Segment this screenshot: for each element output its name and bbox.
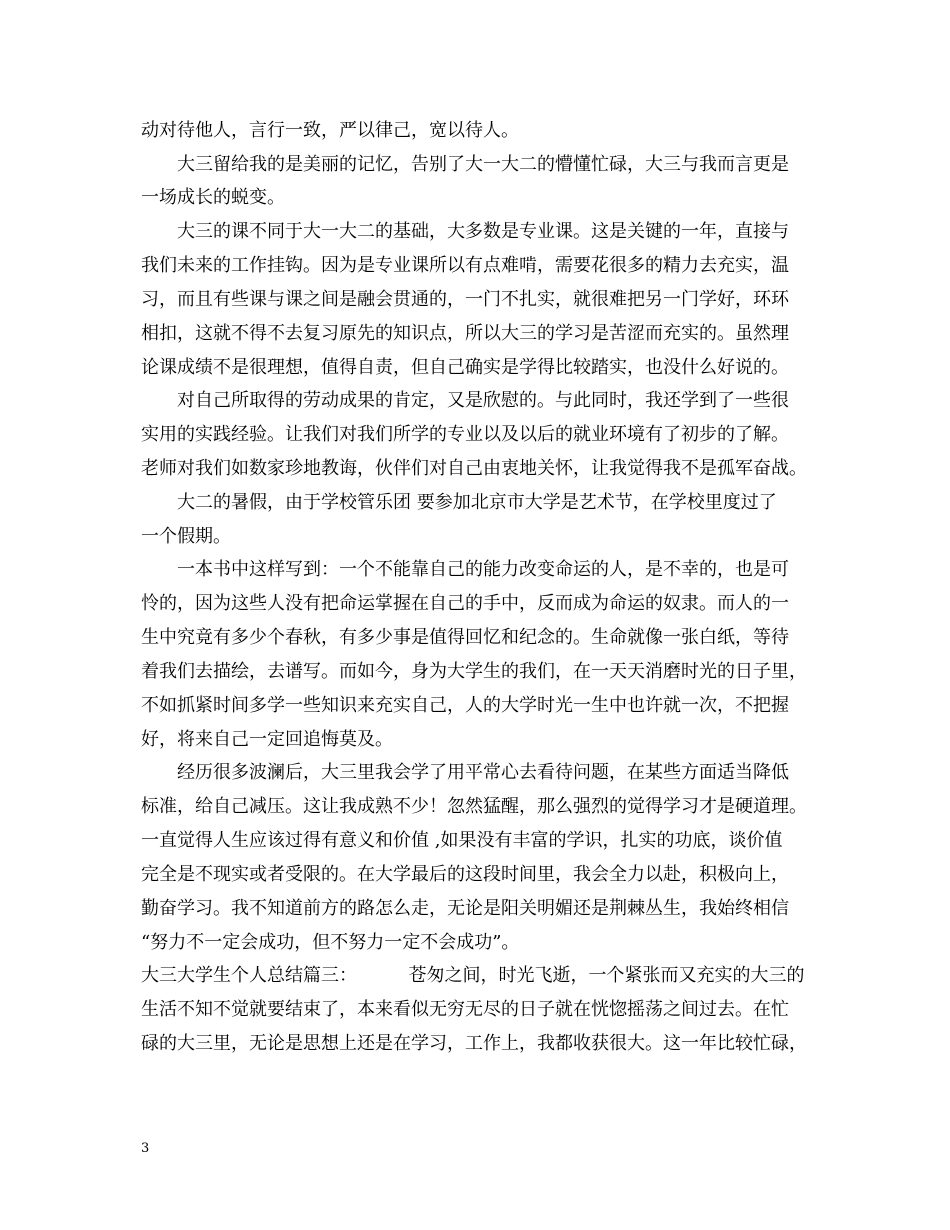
text-line: 动对待他人，言行一致，严以律己，宽以待人。 [141, 120, 519, 141]
text-line: 大三大学生个人总结篇三： 苍匆之间，时光飞逝，一个紧张而又充实的大三的 [141, 965, 805, 986]
text-line: 着我们去描绘，去谱写。而如今，身为大学生的我们，在一天天消磨时光的日子里， [141, 661, 807, 682]
text-line: 碌的大三里，无论是思想上还是在学习，工作上，我都收获很大。这一年比较忙碌， [141, 1033, 807, 1054]
text-line: 对自己所取得的劳动成果的肯定，又是欣慰的。与此同时，我还学到了一些很 [177, 390, 789, 411]
text-line: 一个假期。 [141, 526, 231, 547]
text-line: 一场成长的蜕变。 [141, 187, 285, 208]
text-line: 大二的暑假，由于学校管乐团 要参加北京市大学是艺术节，在学校里度过了 [177, 492, 777, 513]
text-line: 实用的实践经验。让我们对我们所学的专业以及以后的就业环境有了初步的了解。 [141, 424, 789, 445]
text-line: 经历很多波澜后，大三里我会学了用平常心去看待问题，在某些方面适当降低 [177, 762, 789, 783]
text-line: 论课成绩不是很理想，值得自责，但自己确实是学得比较踏实，也没什么好说的。 [141, 357, 789, 378]
text-line: 我们未来的工作挂钩。因为是专业课所以有点难啃，需要花很多的精力去充实，温 [141, 255, 789, 276]
text-line: 习，而且有些课与课之间是融会贯通的，一门不扎实，就很难把另一门学好，环环 [141, 289, 789, 310]
text-line: 好，将来自己一定回追悔莫及。 [141, 729, 393, 750]
text-line: 大三留给我的是美丽的记忆，告别了大一大二的懵懂忙碌，大三与我而言更是 [177, 154, 789, 175]
text-line: 一直觉得人生应该过得有意义和价值 ,如果没有丰富的学识，扎实的功底，谈价值 [141, 830, 783, 851]
text-line: 相扣，这就不得不去复习原先的知识点，所以大三的学习是苦涩而充实的。虽然理 [141, 323, 789, 344]
text-line: 一本书中这样写到：一个不能靠自己的能力改变命运的人，是不幸的，也是可 [177, 559, 789, 580]
text-line: 完全是不现实或者受限的。在大学最后的这段时间里，我会全力以赴，积极向上， [141, 864, 789, 885]
text-line: 标准，给自己减压。这让我成熟不少！忽然猛醒，那么强烈的觉得学习才是硬道理。 [141, 796, 807, 817]
text-line: “努力不一定会成功，但不努力一定不会成功”。 [141, 932, 520, 953]
text-line: 老师对我们如数家珍地教诲，伙伴们对自己由衷地关怀，让我觉得我不是孤军奋战。 [141, 458, 807, 479]
text-line: 怜的，因为这些人没有把命运掌握在自己的手中，反而成为命运的奴隶。而人的一 [141, 593, 789, 614]
text-line: 生中究竟有多少个春秋，有多少事是值得回忆和纪念的。生命就像一张白纸，等待 [141, 627, 789, 648]
text-line: 不如抓紧时间多学一些知识来充实自己，人的大学时光一生中也许就一次，不把握 [141, 695, 789, 716]
text-line: 勤奋学习。我不知道前方的路怎么走，无论是阳关明媚还是荆棘丛生，我始终相信 [141, 898, 789, 919]
text-line: 大三的课不同于大一大二的基础，大多数是专业课。这是关键的一年，直接与 [177, 221, 789, 242]
page-number: 3 [141, 1141, 150, 1156]
text-line: 生活不知不觉就要结束了，本来看似无穷无尽的日子就在恍惚摇荡之间过去。在忙 [141, 999, 789, 1020]
